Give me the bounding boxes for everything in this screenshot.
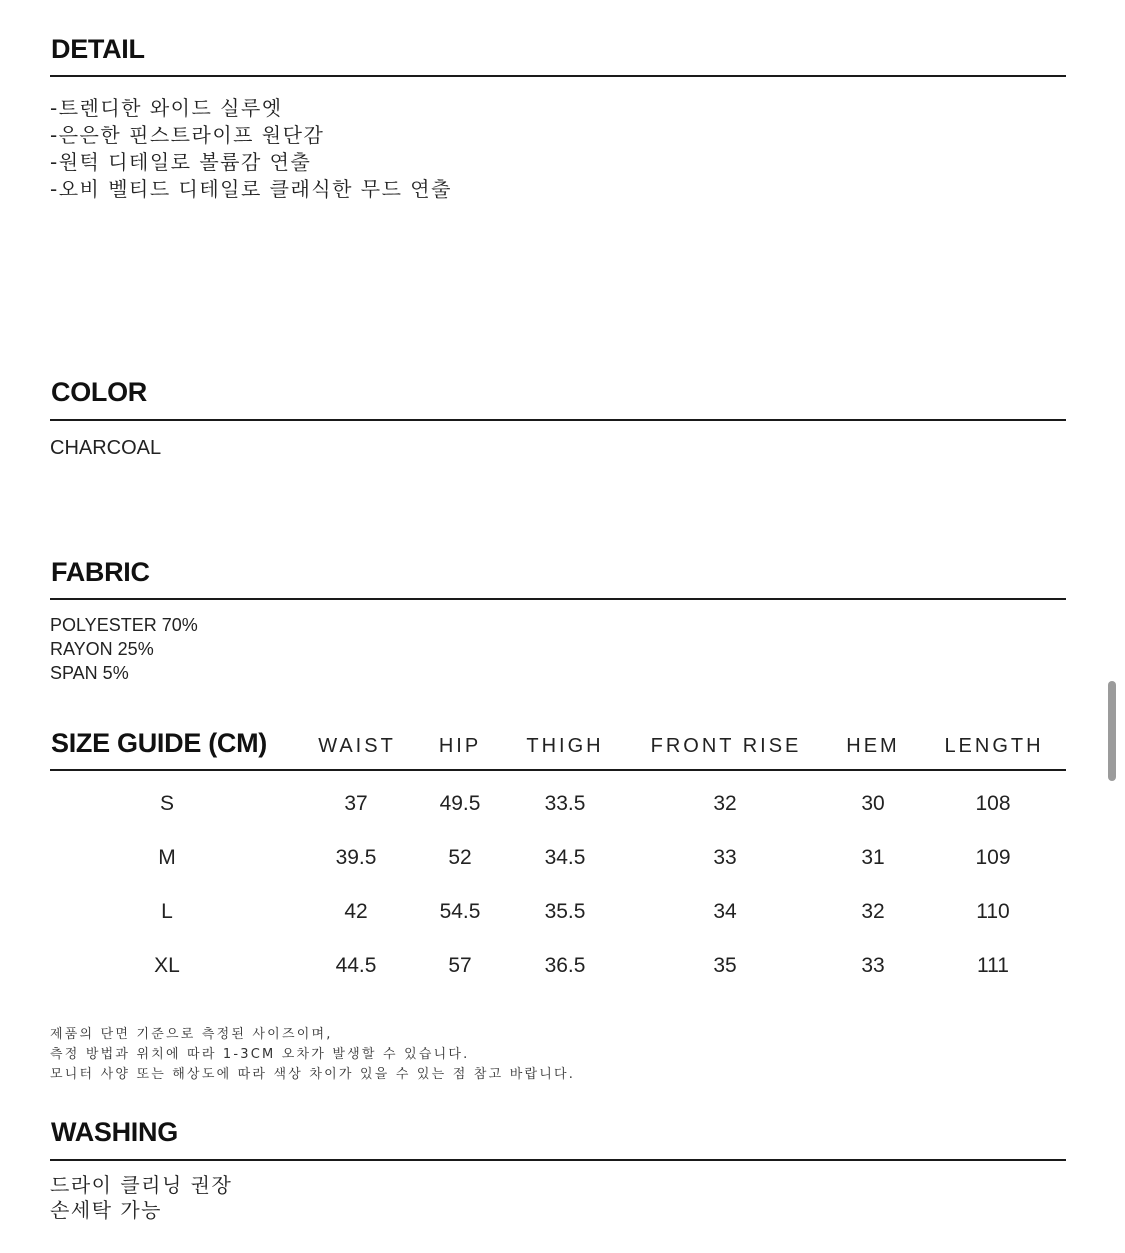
table-row: [0, 900, 1125, 930]
color-title: COLOR: [51, 377, 147, 407]
front-rise-value: 34: [713, 900, 737, 923]
size-guide-title: SIZE GUIDE (CM): [51, 728, 267, 758]
hip-value: 54.5: [439, 900, 481, 923]
front-rise-value: 35: [713, 954, 737, 977]
detail-line: -오비 벨티드 디테일로 클래식한 무드 연출: [50, 177, 452, 201]
front-rise-value: 32: [713, 792, 737, 815]
thigh-value: 35.5: [544, 900, 586, 923]
fabric-line: SPAN 5%: [50, 663, 129, 683]
hip-value: 57: [448, 954, 472, 977]
detail-line: -은은한 핀스트라이프 원단감: [50, 123, 325, 147]
color-value: CHARCOAL: [50, 437, 162, 459]
size-guide-header: [0, 727, 1125, 763]
hem-value: 31: [861, 846, 885, 869]
fabric-divider: [50, 598, 1066, 600]
vertical-scrollbar[interactable]: [1108, 681, 1116, 781]
detail-line: -원턱 디테일로 볼륨감 연출: [50, 150, 312, 174]
thigh-value: 33.5: [544, 792, 586, 815]
table-row: [0, 954, 1125, 984]
size-label: XL: [154, 954, 180, 977]
waist-value: 39.5: [335, 846, 377, 869]
size-label: L: [161, 900, 173, 923]
waist-value: 42: [344, 900, 368, 923]
fabric-list: [50, 613, 198, 685]
hem-value: 32: [861, 900, 885, 923]
hem-value: 33: [861, 954, 885, 977]
fabric-line: POLYESTER 70%: [50, 615, 198, 635]
size-guide-notes: [50, 1025, 575, 1085]
note-line: 모니터 사양 또는 해상도에 따라 색상 차이가 있을 수 있는 점 참고 바랍니다.: [50, 1067, 576, 1082]
waist-value: 44.5: [335, 954, 377, 977]
detail-title: DETAIL: [51, 34, 145, 64]
column-header-length: LENGTH: [944, 735, 1044, 757]
table-row: [0, 846, 1125, 876]
hem-value: 30: [861, 792, 885, 815]
fabric-line: RAYON 25%: [50, 639, 154, 659]
detail-line: -트렌디한 와이드 실루엣: [50, 96, 283, 120]
size-label: M: [158, 846, 176, 869]
note-line: 제품의 단면 기준으로 측정된 사이즈이며,: [50, 1027, 333, 1042]
size-guide-divider: [50, 769, 1066, 771]
hip-value: 49.5: [439, 792, 481, 815]
detail-list: [50, 95, 452, 203]
washing-divider: [50, 1159, 1066, 1161]
length-value: 108: [975, 792, 1011, 815]
fabric-title: FABRIC: [51, 557, 150, 587]
note-line: 측정 방법과 위치에 따라 1-3CM 오차가 발생할 수 있습니다.: [50, 1047, 470, 1062]
washing-line: 드라이 클리닝 권장: [50, 1173, 233, 1197]
detail-divider: [50, 75, 1066, 77]
washing-line: 손세탁 가능: [50, 1198, 162, 1222]
thigh-value: 36.5: [544, 954, 586, 977]
column-header-waist: WAIST: [318, 735, 396, 757]
hip-value: 52: [448, 846, 472, 869]
column-header-front-rise: FRONT RISE: [650, 735, 802, 757]
column-header-hem: HEM: [846, 735, 900, 757]
size-label: S: [159, 792, 175, 815]
washing-title: WASHING: [51, 1117, 178, 1147]
front-rise-value: 33: [713, 846, 737, 869]
length-value: 111: [977, 954, 1009, 977]
waist-value: 37: [344, 792, 368, 815]
length-value: 109: [975, 846, 1011, 869]
length-value: 110: [976, 900, 1010, 923]
column-header-hip: HIP: [438, 735, 482, 757]
thigh-value: 34.5: [544, 846, 586, 869]
table-row: [0, 792, 1125, 822]
color-divider: [50, 419, 1066, 421]
column-header-thigh: THIGH: [526, 735, 604, 757]
washing-list: [50, 1173, 232, 1223]
